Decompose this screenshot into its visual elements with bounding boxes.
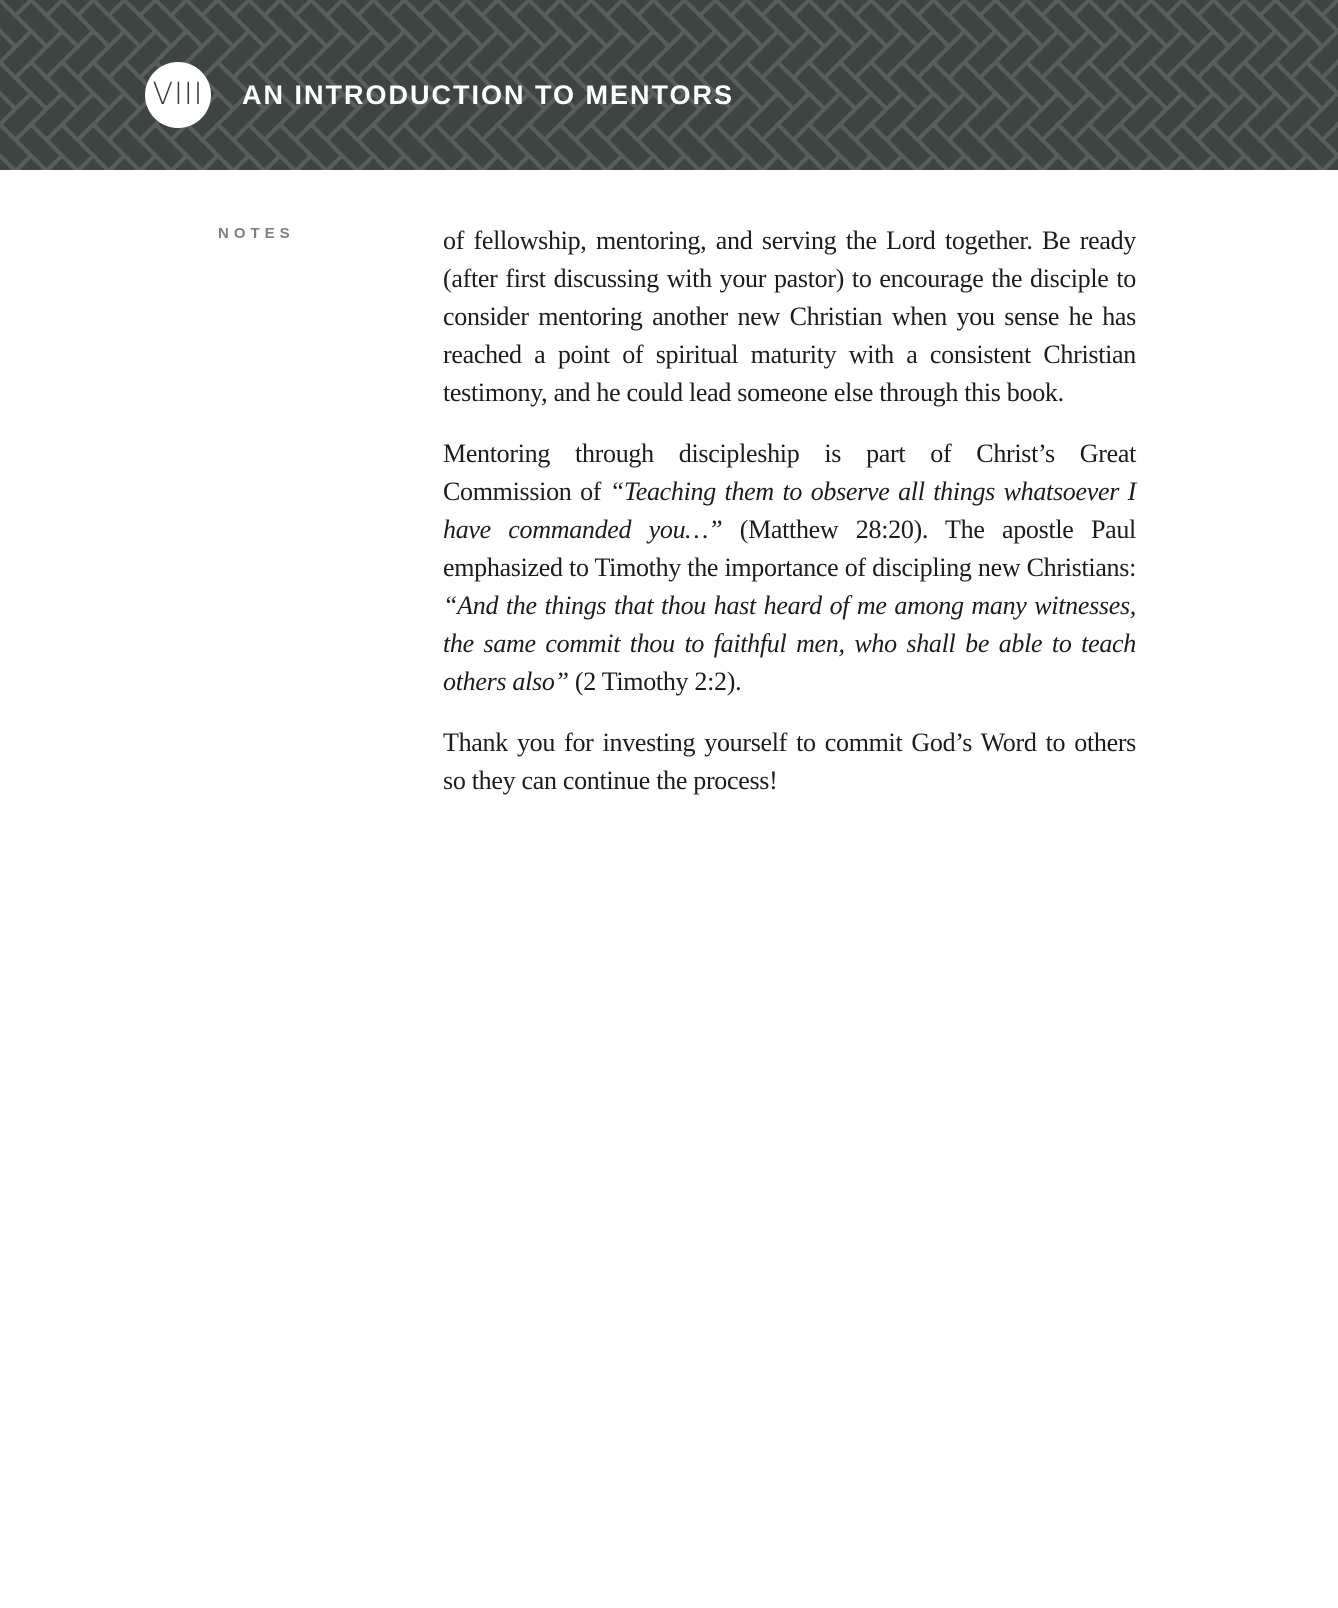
body-paragraph: Mentoring through discipleship is part of Christ’s Great Commission of “Teaching them to observe all things whatsoever I have commanded you…” (Matthew 28:20). The apostle Paul emphasized to Timothy the importance of discipling new Christians: “And the things that thou hast heard of me among many witnesses, the same commit thou to faithful men, who shall be able to teach others also” (2 Timothy 2:2). [443, 439, 1136, 696]
body-paragraph: Thank you for investing yourself to commit God’s Word to others so they can continue the process! [443, 728, 1136, 795]
chapter-numeral: VIII [152, 76, 204, 112]
body-paragraph: of fellowship, mentoring, and serving the Lord together. Be ready (after first discussing with your pastor) to encourage the disciple to consider mentoring another new Christian when you sense he has reached a point of spiritual maturity with a consistent Christian testimony, and he could lead someone else through this book. [443, 226, 1136, 407]
body-text [443, 222, 1136, 823]
notes-column [218, 222, 443, 823]
header-inner [145, 20, 1338, 170]
page-content [0, 170, 1338, 823]
notes-label: NOTES [218, 225, 295, 242]
chapter-number-badge [145, 62, 211, 128]
page-title: AN INTRODUCTION TO MENTORS [242, 79, 735, 110]
chapter-header [0, 0, 1338, 170]
